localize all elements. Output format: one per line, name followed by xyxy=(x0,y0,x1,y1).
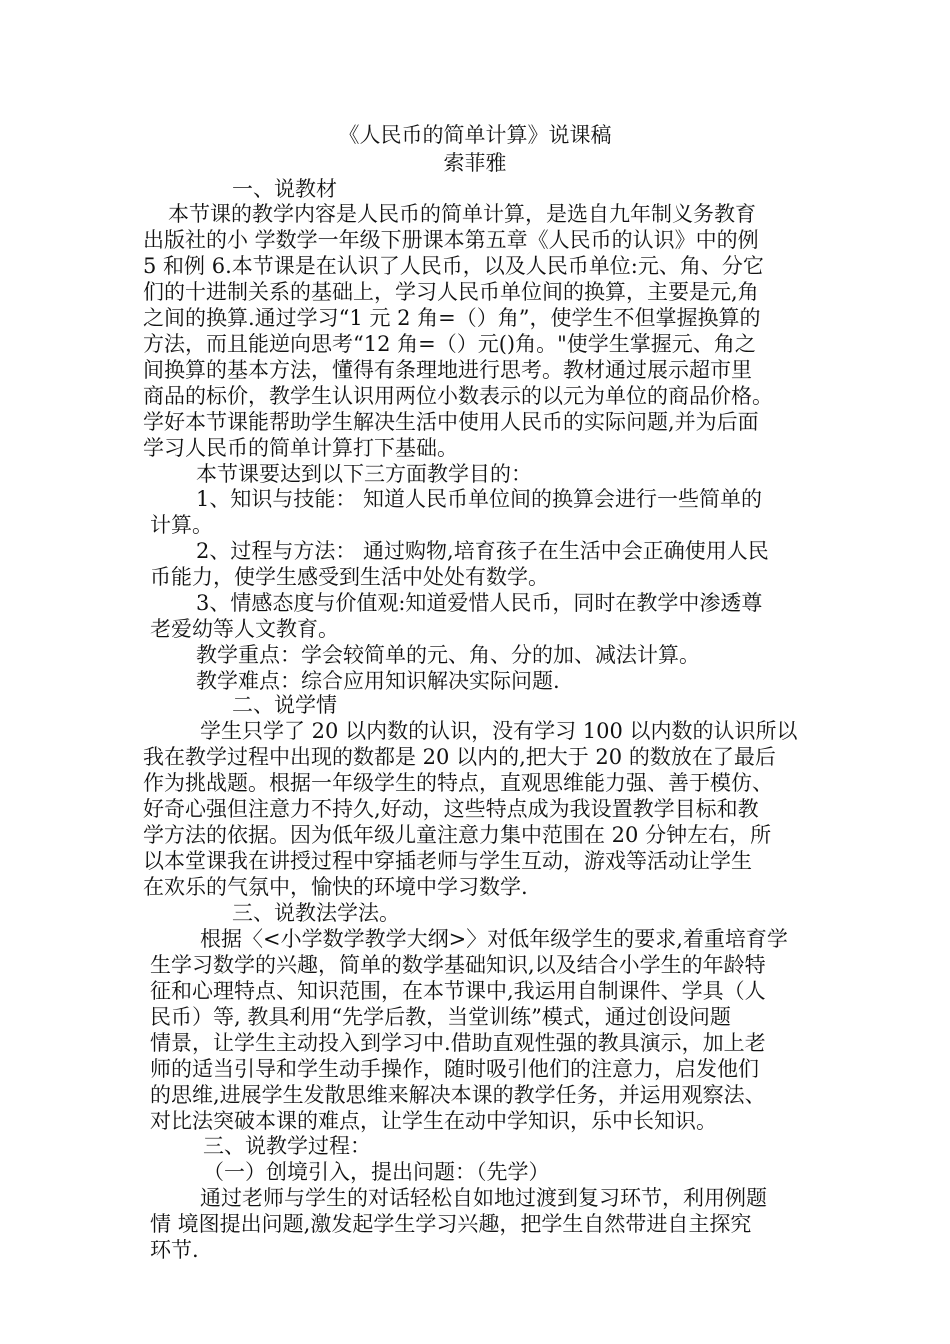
key-point: 教学重点：学会较简单的元、角、分的加、减法计算。 xyxy=(196,643,700,667)
paragraph-line: 征和心理特点、知识范围，在本节课中,我运用自制课件、学具（人 xyxy=(150,979,766,1003)
paragraph-line: 的思维,进展学生发散思维来解决本课的教学任务，并运用观察法、 xyxy=(150,1083,766,1107)
paragraph-line: 学生只学了 20 以内数的认识，没有学习 100 以内数的认识所以 xyxy=(200,719,798,743)
paragraph-line: 我在教学过程中出现的数都是 20 以内的,把大于 20 的数放在了最后 xyxy=(143,745,776,769)
paragraph-line: 学好本节课能帮助学生解决生活中使用人民币的实际问题,并为后面 xyxy=(143,410,759,434)
paragraph-line: 们的十进制关系的基础上，学习人民币单位间的换算，主要是元,角 xyxy=(143,280,759,304)
paragraph-line: 环节. xyxy=(150,1238,199,1262)
paragraph-line: 学方法的依据。因为低年级儿童注意力集中范围在 20 分钟左右，所 xyxy=(143,823,772,847)
paragraph-line: 好奇心强但注意力不持久,好动，这些特点成为我设置教学目标和教 xyxy=(143,797,759,821)
objective-item: 1、知识与技能： 知道人民币单位间的换算会进行一些简单的 xyxy=(196,487,763,511)
paragraph-line: 民币）等, 教具利用“先学后教，当堂训练”模式，通过创设问题 xyxy=(150,1005,731,1029)
paragraph-line: 间换算的基本方法，懂得有条理地进行思考。教材通过展示超市里 xyxy=(143,358,752,382)
paragraph-line: 商品的标价，教学生认识用两位小数表示的以元为单位的商品价格。 xyxy=(143,384,773,408)
objective-item: 2、过程与方法： 通过购物,培育孩子在生活中会正确使用人民 xyxy=(196,539,769,563)
objective-item-cont: 计算。 xyxy=(150,513,213,537)
paragraph-line: 出版社的小 学数学一年级下册课本第五章《人民币的认识》中的例 xyxy=(143,228,759,252)
paragraph-line: 5 和例 6.本节课是在认识了人民币，以及人民币单位:元、角、分它 xyxy=(143,254,764,278)
paragraph-line: 情景，让学生主动投入到学习中.借助直观性强的教具演示，加上老 xyxy=(150,1031,766,1055)
objective-item: 3、情感态度与价值观:知道爱惜人民币，同时在教学中渗透尊 xyxy=(196,591,763,615)
paragraph-line: 生学习数学的兴趣，简单的数学基础知识,以及结合小学生的年龄特 xyxy=(150,953,766,977)
subsection-heading: （一）创境引入，提出问题：（先学） xyxy=(203,1160,550,1184)
paragraph-line: 本节课的教学内容是人民币的简单计算，是选自九年制义务教育 xyxy=(168,202,756,226)
paragraph-line: 之间的换算.通过学习“1 元 2 角=（）角”，使学生不但掌握换算的 xyxy=(143,306,761,330)
paragraph-line: 以本堂课我在讲授过程中穿插老师与学生互动，游戏等活动让学生 xyxy=(143,849,752,873)
section-heading: 二、说学情 xyxy=(232,693,337,717)
paragraph-line: 在欢乐的气氛中，愉快的环境中学习数学. xyxy=(143,875,528,899)
document-author: 索菲雅 xyxy=(443,151,507,175)
section-heading: 三、说教学过程： xyxy=(203,1134,371,1158)
objective-item-cont: 老爱幼等人文教育。 xyxy=(150,617,339,641)
paragraph-line: 方法，而且能逆向思考“12 角=（）元()角。"使学生掌握元、角之 xyxy=(143,332,756,356)
paragraph-line: 根据〈<小学数学教学大纲>〉对低年级学生的要求,着重培育学 xyxy=(200,927,788,951)
paragraph-line: 情 境图提出问题,激发起学生学习兴趣，把学生自然带进自主探究 xyxy=(150,1212,752,1236)
document-title: 《人民币的简单计算》说课稿 xyxy=(338,123,612,147)
paragraph-line: 作为挑战题。根据一年级学生的特点，直观思维能力强、善于模仿、 xyxy=(143,771,773,795)
paragraph-line: 学习人民币的简单计算打下基础。 xyxy=(143,436,458,460)
section-heading: 三、说教法学法。 xyxy=(232,901,400,925)
paragraph-line: 师的适当引导和学生动手操作，随时吸引他们的注意力，启发他们 xyxy=(150,1057,759,1081)
paragraph-line: 对比法突破本课的难点，让学生在动中学知识，乐中长知识。 xyxy=(150,1109,717,1133)
objective-item-cont: 币能力，使学生感受到生活中处处有数学。 xyxy=(150,565,549,589)
section-heading: 一、说教材 xyxy=(232,177,337,201)
paragraph-line: 本节课要达到以下三方面教学目的： xyxy=(196,462,532,486)
paragraph-line: 通过老师与学生的对话轻松自如地过渡到复习环节，利用例题 xyxy=(200,1186,767,1210)
difficult-point: 教学难点：综合应用知识解决实际问题. xyxy=(196,669,560,693)
